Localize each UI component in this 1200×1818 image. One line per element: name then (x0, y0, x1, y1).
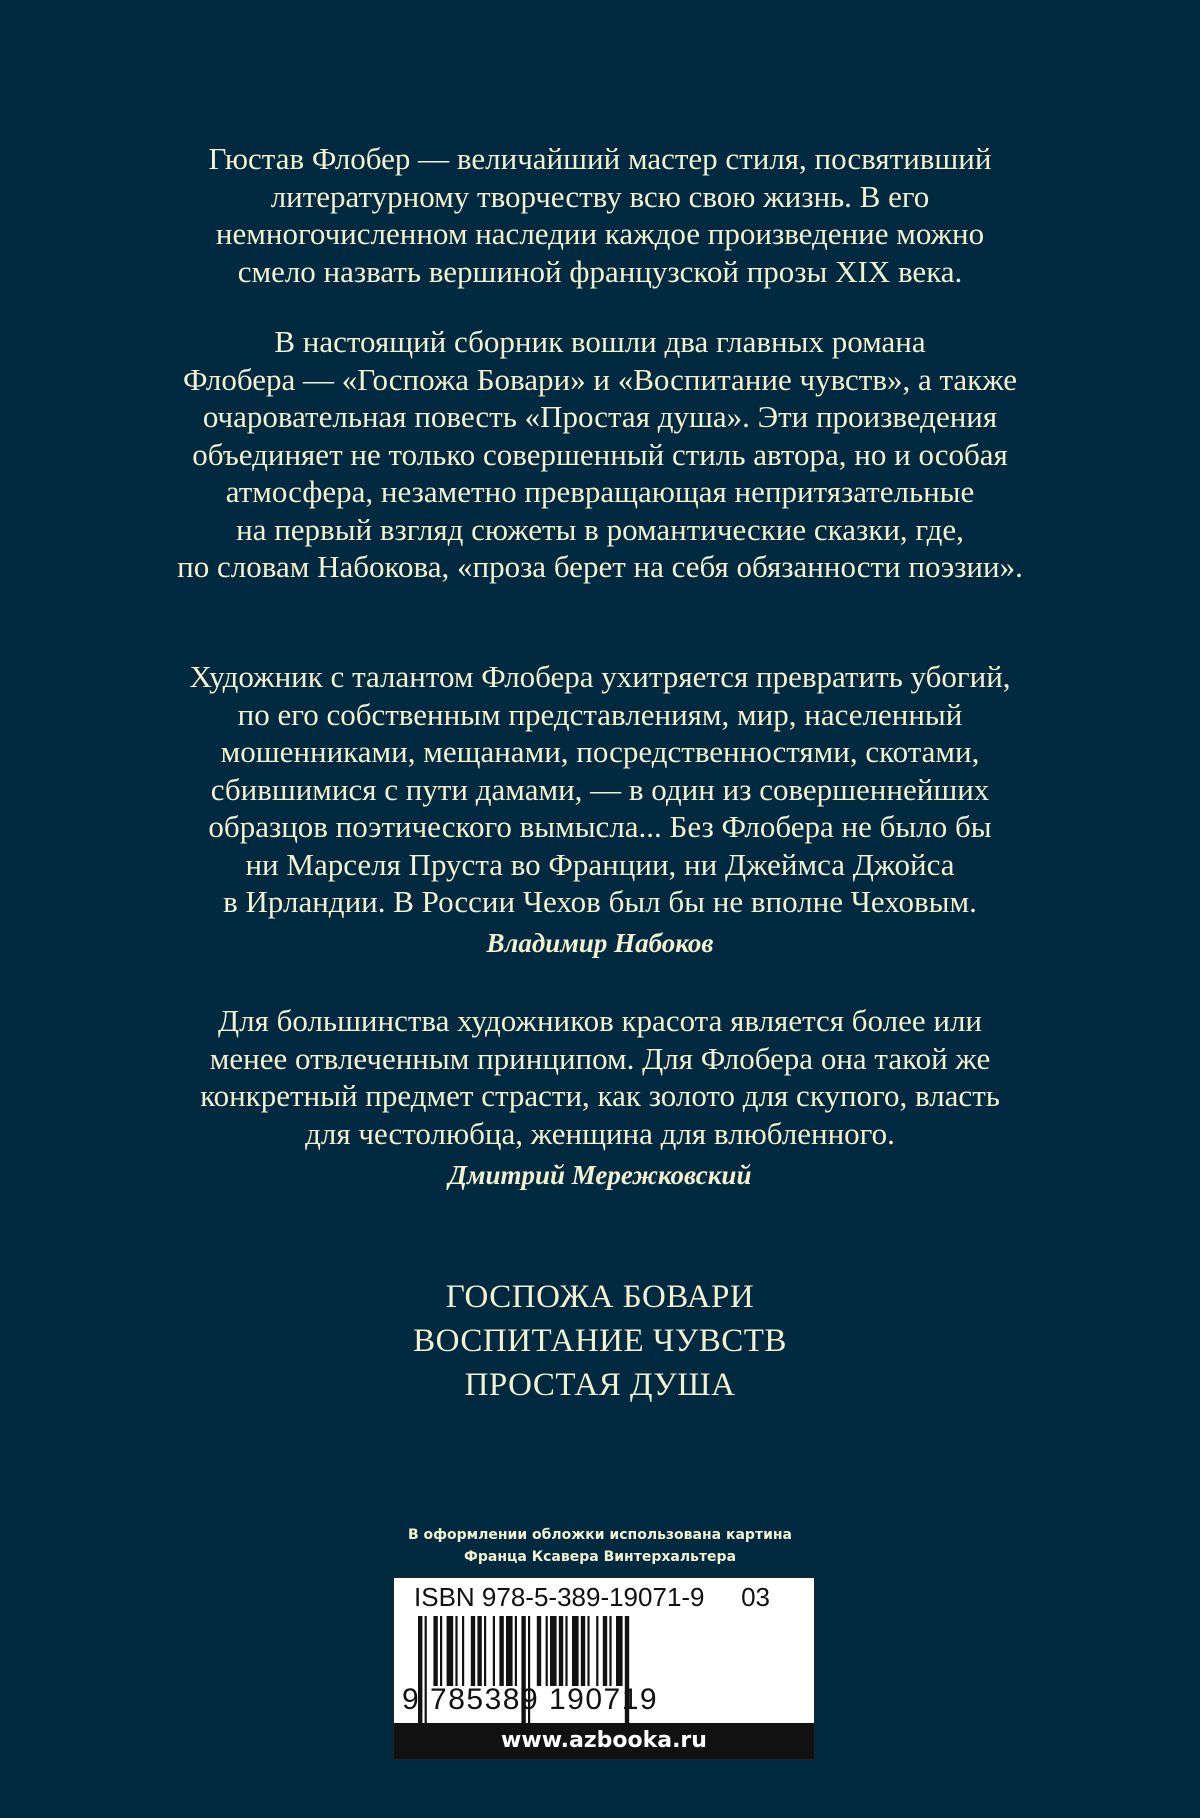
text-line: конкретный предмет страсти, как золото для скупого, власть (200, 1078, 1000, 1113)
text-line: сбившимися с пути дамами, — в один из совершеннейших (210, 771, 990, 807)
barcode-bar (433, 1616, 437, 1686)
text-line: Флобера — «Госпожа Бовари» и «Воспитание чувств», а также (182, 361, 1018, 397)
barcode-bar (455, 1616, 457, 1686)
text-line: Для большинства художников красота является более или (217, 1003, 983, 1038)
credit-line: В оформлении обложки использована картина (407, 1527, 792, 1543)
text-line: по его собственным представлениям, мир, населенный (237, 696, 963, 732)
barcode-bar (559, 1616, 563, 1686)
barcode-bar (603, 1616, 607, 1686)
text-line: Гюстав Флобер — величайший мастер стиля, посвятивший (208, 141, 992, 176)
barcode-bar (587, 1616, 589, 1686)
barcode-bar (546, 1616, 548, 1686)
book-titles (100, 1275, 1100, 1407)
cover-art-credit (350, 1524, 850, 1568)
barcode-bar (616, 1616, 623, 1686)
text-line: ни Марселя Пруста во Франции, ни Джеймса Джойса (245, 846, 955, 882)
text-line: объединяет не только совершенный стиль автора, но и особая (192, 436, 1008, 472)
barcode-bar (477, 1616, 481, 1686)
text-line: образцов поэтического вымысла... Без Флобера не было бы (208, 809, 992, 844)
barcode-label (393, 1577, 815, 1760)
text-line: литературному творчеству всю свою жизнь. В его (270, 178, 930, 214)
merezhkovsky-quote (100, 1002, 1100, 1152)
title-madame-bovary: ГОСПОЖА БОВАРИ (445, 1279, 755, 1315)
intro-paragraph (100, 140, 1100, 290)
publisher-website: www.azbooka.ru (394, 1723, 814, 1759)
text-line: Художник с талантом Флобера ухитряется превратить убогий, (189, 659, 1011, 694)
title-simple-heart: ПРОСТАЯ ДУША (464, 1367, 736, 1403)
isbn-number: ISBN 978-5-389-19071-9 (414, 1582, 705, 1612)
nabokov-attribution: Владимир Набоков (486, 928, 714, 958)
text-line: для честолюбца, женщина для влюбленного. (305, 1115, 895, 1151)
text-line: В настоящий сборник вошли два главных романа (274, 324, 926, 359)
text-line: в Ирландии. В России Чехов был бы не вполне Чеховым. (223, 884, 977, 919)
barcode-digits: 9 785389 190719 (402, 1683, 659, 1716)
barcode-bar (572, 1616, 579, 1686)
barcode-bar (515, 1616, 517, 1686)
text-line: на первый взгляд сюжеты в романтические сказки, где, (236, 511, 964, 547)
text-line: немногочисленном наследии каждое произведение можно (215, 216, 985, 251)
barcode-bar (596, 1616, 598, 1686)
barcode-bar (471, 1616, 475, 1686)
price-code: 03 (741, 1582, 770, 1612)
barcode-bar (581, 1616, 585, 1686)
text-line: по словам Набокова, «проза берет на себя обязанности поэзии». (177, 549, 1023, 584)
barcode-bar (447, 1616, 454, 1686)
barcode-bar (506, 1616, 513, 1686)
merezhkovsky-attribution: Дмитрий Мережковский (448, 1160, 752, 1190)
nabokov-quote (100, 658, 1100, 921)
barcode-bar (550, 1616, 557, 1686)
barcode-bar (484, 1616, 486, 1686)
text-line: менее отвлеченным принципом. Для Флобера она такой же (209, 1040, 991, 1076)
barcode-bar (537, 1616, 541, 1686)
barcode-bar (462, 1616, 464, 1686)
collection-paragraph (100, 323, 1100, 586)
barcode-bar (609, 1616, 611, 1686)
barcode-bar (499, 1616, 503, 1686)
credit-line: Франца Ксавера Винтерхальтера (463, 1549, 737, 1565)
title-sentimental-education: ВОСПИТАНИЕ ЧУВСТВ (413, 1323, 787, 1359)
barcode-bar (493, 1616, 495, 1686)
barcode-bar (565, 1616, 567, 1686)
text-line: атмосфера, незаметно превращающая непритязательные (225, 474, 975, 509)
text-line: смело назвать вершиной французской прозы XIX века. (237, 253, 963, 289)
barcode-bar (440, 1616, 442, 1686)
text-line: мошенниками, мещанами, посредственностями, скотами, (220, 734, 980, 769)
text-line: очаровательная повесть «Простая душа». Эти произведения (202, 399, 998, 434)
